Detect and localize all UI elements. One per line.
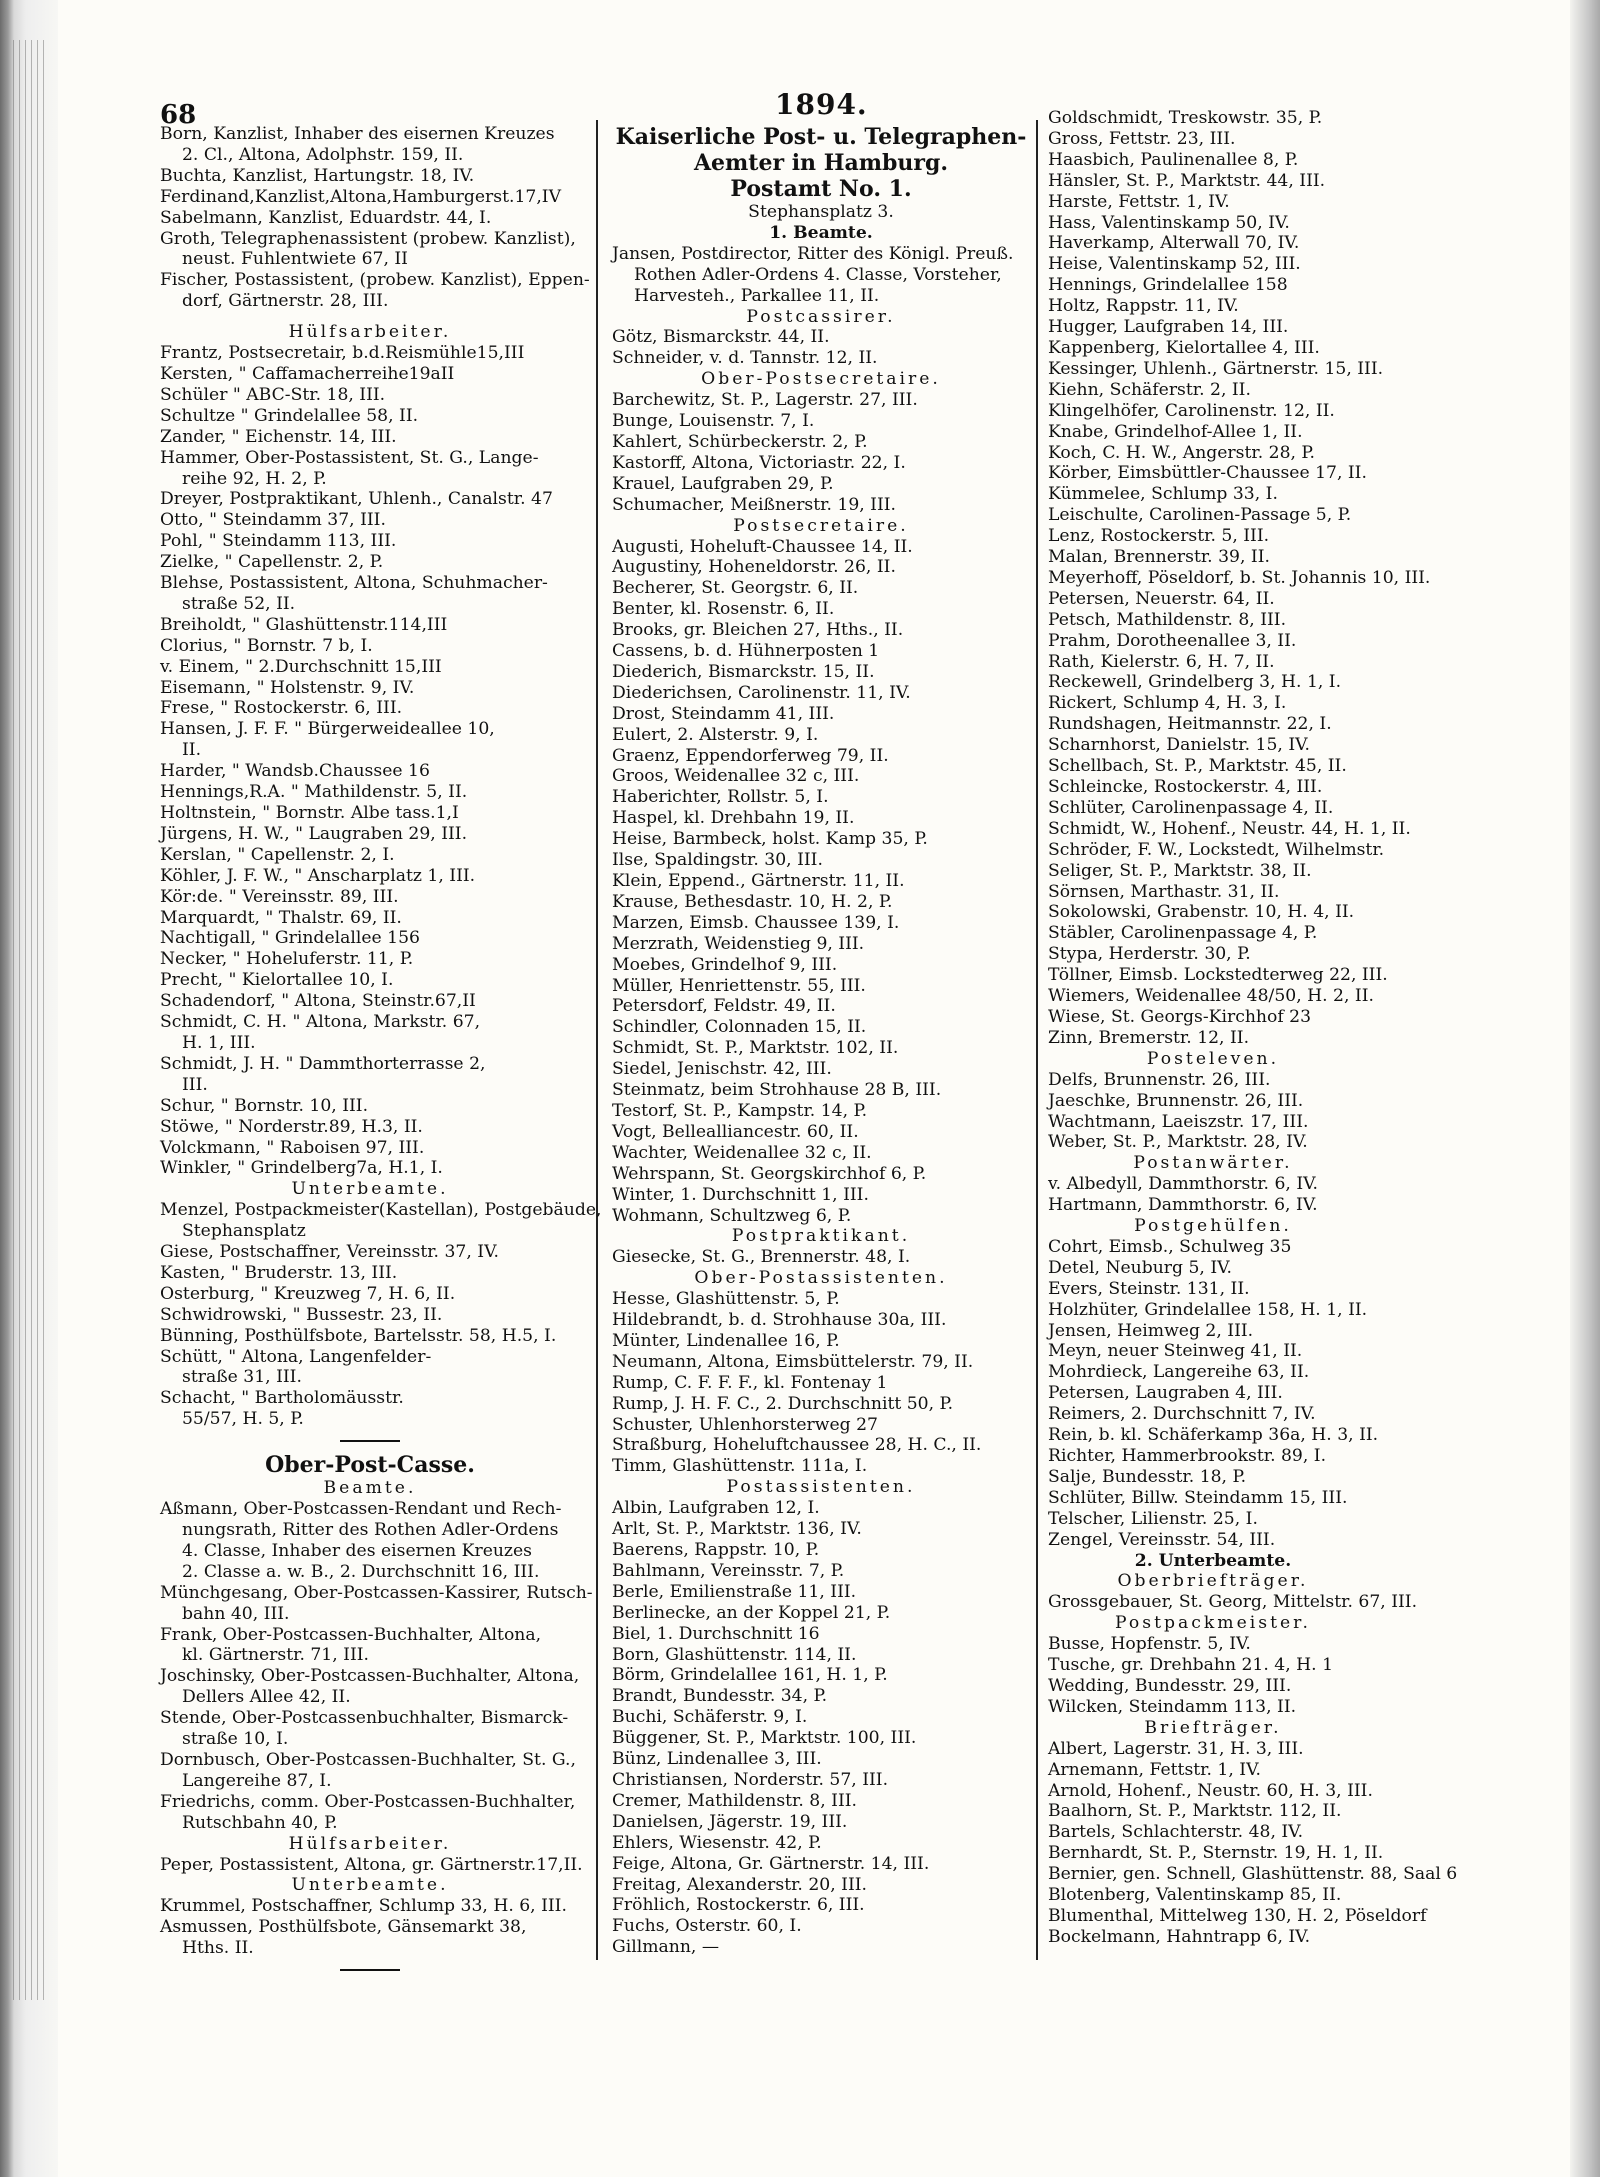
oberbrieftraeger-list <box>1048 1592 1418 1613</box>
postcassirer-list <box>612 327 1030 369</box>
list-line: Heise, Valentinskamp 52, III. <box>1048 254 1301 275</box>
ober-postsecretaire-heading: Ober-Postsecretaire. <box>701 369 941 390</box>
list-line: Frese, " Rostockerstr. 6, III. <box>160 698 403 719</box>
list-line: Danielsen, Jägerstr. 19, III. <box>612 1811 848 1832</box>
list-line: Augusti, Hoheluft-Chaussee 14, II. <box>612 536 913 557</box>
list-line: Börm, Grindelallee 161, H. 1, P. <box>612 1665 888 1686</box>
list-line: Hugger, Laufgraben 14, III. <box>1048 317 1289 338</box>
list-line: Bartels, Schlachterstr. 48, IV. <box>1048 1822 1304 1843</box>
list-line: Dreyer, Postpraktikant, Uhlenh., Canalstr. 47 <box>160 489 553 510</box>
list-line: Benter, kl. Rosenstr. 6, II. <box>612 599 835 620</box>
list-line: Petersen, Laugraben 4, III. <box>1048 1383 1283 1404</box>
list-line: Giese, Postschaffner, Vereinsstr. 37, IV. <box>160 1242 499 1263</box>
list-line: reihe 92, H. 2, P. <box>182 468 327 489</box>
list-line: Rath, Kielerstr. 6, H. 7, II. <box>1048 651 1275 672</box>
list-line: Holtnstein, " Bornstr. Albe tass.1,I <box>160 803 459 823</box>
list-line: bahn 40, III. <box>182 1603 290 1624</box>
list-line: Wiemers, Weidenallee 48/50, H. 2, II. <box>1048 986 1374 1007</box>
list-line: Reckewell, Grindelberg 3, H. 1, I. <box>1048 672 1342 693</box>
list-line: Fuchs, Osterstr. 60, I. <box>612 1916 802 1937</box>
list-line: Rothen Adler-Ordens 4. Classe, Vorsteher, <box>634 264 1002 285</box>
postassistenten-heading: Postassistenten. <box>726 1477 916 1498</box>
list-line: Clorius, " Bornstr. 7 b, I. <box>160 635 373 656</box>
list-line: Sörnsen, Marthastr. 31, II. <box>1048 881 1280 902</box>
unterbeamte-col3-heading: 2. Unterbeamte. <box>1134 1550 1292 1571</box>
list-line: Frantz, Postsecretair, b.d.Reismühle15,III <box>160 343 525 364</box>
list-line: Berlinecke, an der Koppel 21, P. <box>612 1602 891 1623</box>
brieftraeger-list <box>1048 1738 1458 1948</box>
list-line: Baalhorn, St. P., Marktstr. 112, II. <box>1048 1801 1342 1822</box>
director-list <box>612 244 1030 307</box>
postgehuelfen-list <box>1048 1237 1378 1551</box>
page-number: 68 <box>160 100 197 130</box>
list-line: Ferdinand,Kanzlist,Altona,Hamburgerst.17,IV <box>160 186 562 207</box>
posteleven-list <box>1048 1070 1378 1154</box>
beamte-subheading: 1. Beamte. <box>769 222 873 243</box>
column-3 <box>1048 108 1458 1948</box>
list-line: Straßburg, Hoheluftchaussee 28, H. C., II. <box>612 1435 982 1456</box>
list-line: Peper, Postassistent, Altona, gr. Gärtnerstr.17,II. <box>160 1854 583 1875</box>
list-line: Pohl, " Steindamm 113, III. <box>160 531 397 552</box>
list-line: Schröder, F. W., Lockstedt, Wilhelmstr. <box>1048 839 1385 860</box>
list-line: Cohrt, Eimsb., Schulweg 35 <box>1048 1236 1292 1257</box>
list-line: Krause, Bethesdastr. 10, H. 2, P. <box>612 891 893 912</box>
postsecretaire-heading: Postsecretaire. <box>733 515 909 536</box>
list-line: Arlt, St. P., Marktstr. 136, IV. <box>612 1519 862 1540</box>
column-2 <box>612 124 1030 1958</box>
list-line: Drost, Steindamm 41, III. <box>612 703 835 724</box>
list-line: Siedel, Jenischstr. 42, III. <box>612 1059 832 1080</box>
list-line: Sabelmann, Kanzlist, Eduardstr. 44, I. <box>160 207 492 228</box>
list-line: Asmussen, Posthülfsbote, Gänsemarkt 38, <box>160 1917 527 1938</box>
list-line: Osterburg, " Kreuzweg 7, H. 6, II. <box>160 1283 456 1304</box>
list-line: Malan, Brennerstr. 39, II. <box>1048 547 1270 568</box>
list-line: Christiansen, Norderstr. 57, III. <box>612 1769 889 1790</box>
list-line: Kümmelee, Schlump 33, I. <box>1048 484 1278 505</box>
ober-post-casse-heading: Ober-Post-Casse. <box>265 1452 475 1479</box>
column-1 <box>160 124 602 1981</box>
list-line: Ilse, Spaldingstr. 30, III. <box>612 850 823 871</box>
list-line: Petersen, Neuerstr. 64, II. <box>1048 588 1275 609</box>
list-line: Schellbach, St. P., Marktstr. 45, II. <box>1048 756 1347 777</box>
list-line: Zander, " Eichenstr. 14, III. <box>160 426 397 447</box>
list-line: Bernier, gen. Schnell, Glashüttenstr. 88, Saal 6 <box>1048 1864 1458 1885</box>
list-line: Schumacher, Meißnerstr. 19, III. <box>612 494 897 515</box>
beamte-list <box>160 1499 593 1834</box>
list-line: Langereihe 87, I. <box>182 1770 332 1791</box>
list-line: Kastorff, Altona, Victoriastr. 22, I. <box>612 452 906 473</box>
unterbeamte2-list <box>160 1896 580 1959</box>
list-line: Freitag, Alexanderstr. 20, III. <box>612 1874 867 1895</box>
ober-postassistenten-list <box>612 1289 1030 1477</box>
list-line: H. 1, III. <box>182 1032 256 1053</box>
list-line: Ehlers, Wiesenstr. 42, P. <box>612 1832 822 1853</box>
list-line: Schütt, " Altona, Langenfelder- <box>160 1346 432 1367</box>
hilfsarbeiter-list <box>160 343 580 1179</box>
list-line: Hildebrandt, b. d. Strohhause 30a, III. <box>612 1310 947 1331</box>
unterbeamte-heading: Unterbeamte. <box>291 1179 449 1200</box>
list-line: Schmidt, C. H. " Altona, Markstr. 67, <box>160 1012 481 1033</box>
right-page-edge <box>1570 0 1600 2177</box>
list-line: Hartmann, Dammthorstr. 6, IV. <box>1048 1195 1318 1216</box>
postpraktikant-list <box>612 1247 1030 1268</box>
list-line: Hänsler, St. P., Marktstr. 44, III. <box>1048 170 1326 191</box>
list-line: Münter, Lindenallee 16, P. <box>612 1330 840 1351</box>
list-line: Haverkamp, Alterwall 70, IV. <box>1048 233 1300 254</box>
list-line: Wachter, Weidenallee 32 c, II. <box>612 1142 872 1163</box>
list-line: Gross, Fettstr. 23, III. <box>1048 128 1236 149</box>
list-line: Kahlert, Schürbeckerstr. 2, P. <box>612 431 868 452</box>
list-line: Bünning, Posthülfsbote, Bartelsstr. 58, H.5, I. <box>160 1325 557 1346</box>
list-line: Zielke, " Capellenstr. 2, P. <box>160 552 384 573</box>
list-line: Arnemann, Fettstr. 1, IV. <box>1048 1759 1261 1780</box>
list-line: Stypa, Herderstr. 30, P. <box>1048 944 1251 965</box>
list-line: Cremer, Mathildenstr. 8, III. <box>612 1790 857 1811</box>
list-line: Krummel, Postschaffner, Schlump 33, H. 6, III. <box>160 1896 567 1917</box>
list-line: Vogt, Bellealliancestr. 60, II. <box>612 1121 859 1142</box>
list-line: Breiholdt, " Glashüttenstr.114,III <box>160 614 448 635</box>
list-line: Groos, Weidenallee 32 c, III. <box>612 766 860 787</box>
list-line: Schacht, " Bartholomäusstr. <box>160 1388 404 1409</box>
list-line: Götz, Bismarckstr. 44, II. <box>612 327 830 348</box>
list-line: Volckmann, " Raboisen 97, III. <box>160 1137 425 1158</box>
list-line: Tusche, gr. Drehbahn 21. 4, H. 1 <box>1048 1655 1334 1676</box>
list-line: Albin, Laufgraben 12, I. <box>612 1498 820 1519</box>
list-line: Dellers Allee 42, II. <box>182 1687 351 1708</box>
postgehuelfen-heading: Postgehülfen. <box>1134 1216 1292 1237</box>
list-line: Knabe, Grindelhof-Allee 1, II. <box>1048 421 1303 442</box>
list-line: Fröhlich, Rostockerstr. 6, III. <box>612 1895 865 1916</box>
list-line: Salje, Bundesstr. 18, P. <box>1048 1466 1247 1487</box>
postassistenten-list <box>612 1498 1030 1958</box>
list-line: Bünz, Lindenallee 3, III. <box>612 1749 822 1770</box>
list-line: Wehrspann, St. Georgskirchhof 6, P. <box>612 1163 927 1184</box>
list-line: Kersten, " Caffamacherreihe19aII <box>160 363 455 384</box>
list-line: Buchi, Schäferstr. 9, I. <box>612 1707 808 1728</box>
hilfsarbeiter2-list <box>160 1854 583 1876</box>
list-line: Testorf, St. P., Kampstr. 14, P. <box>612 1100 868 1121</box>
list-line: Menzel, Postpackmeister(Kastellan), Postgebäude, <box>160 1200 602 1221</box>
list-line: Grossgebauer, St. Georg, Mittelstr. 67, III. <box>1048 1592 1418 1613</box>
list-line: Heise, Barmbeck, holst. Kamp 35, P. <box>612 829 928 850</box>
list-line: Giesecke, St. G., Brennerstr. 48, I. <box>612 1247 911 1268</box>
list-line: Bockelmann, Hahntrapp 6, IV. <box>1048 1926 1311 1947</box>
list-line: Schur, " Bornstr. 10, III. <box>160 1095 369 1116</box>
list-line: Delfs, Brunnenstr. 26, III. <box>1048 1069 1271 1090</box>
list-line: Müller, Henriettenstr. 55, III. <box>612 975 866 996</box>
list-line: Holtz, Rappstr. 11, IV. <box>1048 296 1239 317</box>
col3-top-list <box>1048 108 1431 1049</box>
list-line: Eisemann, " Holstenstr. 9, IV. <box>160 677 415 698</box>
list-line: Rump, C. F. F. F., kl. Fontenay 1 <box>612 1372 888 1393</box>
list-line: Augustiny, Hoheneldorstr. 26, II. <box>612 557 896 578</box>
list-line: Stäbler, Carolinenpassage 4, P. <box>1048 923 1318 944</box>
list-line: Otto, " Steindamm 37, III. <box>160 510 386 531</box>
list-line: Jürgens, H. W., " Laugraben 29, III. <box>160 823 468 844</box>
unterbeamte-list <box>160 1200 602 1430</box>
list-line: Dornbusch, Ober-Postcassen-Buchhalter, St. G., <box>160 1749 576 1770</box>
postamt-address: Stephansplatz 3. <box>748 202 894 222</box>
list-line: Schultze " Grindelallee 58, II. <box>160 405 419 426</box>
list-line: Aßmann, Ober-Postcassen-Rendant und Rech- <box>160 1499 562 1520</box>
list-line: II. <box>182 740 202 761</box>
list-line: Petersdorf, Feldstr. 49, II. <box>612 996 836 1017</box>
kaiserliche-title-line2: Aemter in Hamburg. <box>693 150 949 176</box>
list-line: dorf, Gärtnerstr. 28, III. <box>182 291 389 312</box>
book-binding-edge <box>0 0 58 2177</box>
list-line: Kör:de. " Vereinsstr. 89, III. <box>160 886 399 907</box>
list-line: Hennings,R.A. " Mathildenstr. 5, II. <box>160 782 468 803</box>
beamte-heading: Beamte. <box>323 1478 417 1499</box>
list-line: Kappenberg, Kielortallee 4, III. <box>1048 337 1320 358</box>
postamt-heading: Postamt No. 1. <box>730 176 912 202</box>
list-line: Brandt, Bundesstr. 34, P. <box>612 1686 828 1707</box>
list-line: Schwidrowski, " Bussestr. 23, II. <box>160 1304 443 1325</box>
list-line: Fischer, Postassistent, (probew. Kanzlist), Eppen- <box>160 270 590 291</box>
list-line: III. <box>182 1074 208 1095</box>
list-line: Wiese, St. Georgs-Kirchhof 23 <box>1048 1006 1312 1027</box>
list-line: 55/57, H. 5, P. <box>182 1409 304 1430</box>
list-line: Büggener, St. P., Marktstr. 100, III. <box>612 1728 917 1749</box>
list-line: Harvesteh., Parkallee 11, II. <box>634 285 880 306</box>
list-line: Biel, 1. Durchschnitt 16 <box>612 1623 820 1644</box>
list-line: Haberichter, Rollstr. 5, I. <box>612 787 829 808</box>
list-line: Körber, Eimsbüttler-Chaussee 17, II. <box>1048 463 1367 484</box>
list-line: Schlüter, Billw. Steindamm 15, III. <box>1048 1487 1348 1508</box>
list-line: Harder, " Wandsb.Chaussee 16 <box>160 761 430 782</box>
list-line: Gillmann, — <box>612 1937 720 1958</box>
postpraktikant-heading: Postpraktikant. <box>731 1226 911 1247</box>
list-line: Detel, Neuburg 5, IV. <box>1048 1257 1233 1278</box>
list-line: Rutschbahn 40, P. <box>182 1812 338 1833</box>
list-line: Stende, Ober-Postcassenbuchhalter, Bismarck- <box>160 1708 569 1729</box>
list-line: straße 52, II. <box>182 593 296 614</box>
list-line: neust. Fuhlentwiete 67, II <box>182 249 408 270</box>
list-line: Albert, Lagerstr. 31, H. 3, III. <box>1048 1738 1304 1759</box>
list-line: Diederichsen, Carolinenstr. 11, IV. <box>612 682 911 703</box>
list-line: Haasbich, Paulinenallee 8, P. <box>1048 149 1299 170</box>
list-line: Evers, Steinstr. 131, II. <box>1048 1278 1250 1299</box>
list-line: Buchta, Kanzlist, Hartungstr. 18, IV. <box>160 165 475 186</box>
list-line: kl. Gärtnerstr. 71, III. <box>182 1645 370 1666</box>
list-line: Stöwe, " Norderstr.89, H.3, II. <box>160 1116 423 1137</box>
postsecretaire-list <box>612 537 1030 1227</box>
list-line: Münchgesang, Ober-Postcassen-Kassirer, Rutsch- <box>160 1582 593 1603</box>
list-line: Schüler " ABC-Str. 18, III. <box>160 384 386 405</box>
list-line: Hass, Valentinskamp 50, IV. <box>1048 212 1290 233</box>
list-line: Wachtmann, Laeiszstr. 17, III. <box>1048 1111 1309 1132</box>
binding-page-edges <box>8 40 48 2000</box>
list-line: Feige, Altona, Gr. Gärtnerstr. 14, III. <box>612 1853 930 1874</box>
postanwaerter-list <box>1048 1174 1378 1216</box>
list-line: Schadendorf, " Altona, Steinstr.67,II <box>160 991 476 1012</box>
list-line: Wilcken, Steindamm 113, II. <box>1048 1696 1297 1717</box>
column-separator-2 <box>1036 120 1038 1960</box>
list-line: Köhler, J. F. W., " Anscharplatz 1, III. <box>160 865 476 886</box>
hilfsarbeiter-heading: Hülfsarbeiter. <box>288 322 452 343</box>
list-line: Rundshagen, Heitmannstr. 22, I. <box>1048 714 1332 735</box>
list-line: Busse, Hopfenstr. 5, IV. <box>1048 1634 1251 1655</box>
list-line: Frank, Ober-Postcassen-Buchhalter, Altona, <box>160 1624 542 1645</box>
list-line: Precht, " Kielortallee 10, I. <box>160 970 394 991</box>
brieftraeger-heading: Briefträger. <box>1144 1717 1282 1738</box>
list-line: Meyn, neuer Steinweg 41, II. <box>1048 1341 1303 1362</box>
list-line: Graenz, Eppendorferweg 79, II. <box>612 745 889 766</box>
list-line: Born, Kanzlist, Inhaber des eisernen Kreuzes <box>160 124 555 144</box>
list-line: Richter, Hammerbrookstr. 89, I. <box>1048 1446 1327 1466</box>
posteleven-heading: Posteleven. <box>1146 1048 1280 1069</box>
list-line: Mohrdieck, Langereihe 63, II. <box>1048 1362 1310 1383</box>
list-line: Joschinsky, Ober-Postcassen-Buchhalter, Altona, <box>160 1666 580 1687</box>
list-line: Leischulte, Carolinen-Passage 5, P. <box>1048 505 1352 526</box>
list-line: Neumann, Altona, Eimsbüttelerstr. 79, II. <box>612 1351 974 1372</box>
list-line: Zinn, Bremerstr. 12, II. <box>1048 1027 1250 1048</box>
page-year: 1894. <box>775 88 868 121</box>
list-line: Moebes, Grindelhof 9, III. <box>612 954 838 975</box>
list-line: Koch, C. H. W., Angerstr. 28, P. <box>1048 442 1315 463</box>
list-line: Blehse, Postassistent, Altona, Schuhmacher- <box>160 573 548 594</box>
list-line: Eulert, 2. Alsterstr. 9, I. <box>612 724 819 745</box>
list-line: Meyerhoff, Pöseldorf, b. St. Johannis 10, III. <box>1048 567 1431 588</box>
list-line: Steinmatz, beim Strohhause 28 B, III. <box>612 1080 942 1101</box>
list-line: Schlüter, Carolinenpassage 4, II. <box>1048 797 1334 818</box>
list-line: Hansen, J. F. F. " Bürgerweideallee 10, <box>160 719 495 740</box>
list-line: Holzhüter, Grindelallee 158, H. 1, II. <box>1048 1299 1368 1320</box>
list-line: Marzen, Eimsb. Chaussee 139, I. <box>612 912 900 933</box>
list-line: Seliger, St. P., Marktstr. 38, II. <box>1048 860 1312 881</box>
postpackmeister-heading: Postpackmeister. <box>1115 1613 1311 1634</box>
postanwaerter-heading: Postanwärter. <box>1133 1153 1293 1174</box>
list-line: Hesse, Glashüttenstr. 5, P. <box>612 1289 840 1310</box>
list-line: Jansen, Postdirector, Ritter des Königl. Preuß. <box>612 243 1014 264</box>
list-line: Kiehn, Schäferstr. 2, II. <box>1048 379 1251 400</box>
list-line: Reimers, 2. Durchschnitt 7, IV. <box>1048 1404 1316 1425</box>
list-line: Sokolowski, Grabenstr. 10, H. 4, II. <box>1048 902 1355 923</box>
list-line: Jaeschke, Brunnenstr. 26, III. <box>1048 1090 1304 1111</box>
list-line: Hennings, Grindelallee 158 <box>1048 275 1288 296</box>
list-line: 2. Cl., Altona, Adolphstr. 159, II. <box>182 144 464 165</box>
ober-postsecretaire-list <box>612 390 1030 515</box>
list-line: Schuster, Uhlenhorsterweg 27 <box>612 1414 878 1435</box>
list-line: Harste, Fettstr. 1, IV. <box>1048 191 1230 212</box>
list-line: Prahm, Dorotheenallee 3, II. <box>1048 630 1297 651</box>
unterbeamte2-heading: Unterbeamte. <box>291 1875 449 1896</box>
list-line: Winkler, " Grindelberg7a, H.1, I. <box>160 1158 443 1179</box>
list-line: Arnold, Hohenf., Neustr. 60, H. 3, III. <box>1048 1780 1373 1801</box>
list-line: Kasten, " Bruderstr. 13, III. <box>160 1262 398 1283</box>
list-line: Berle, Emilienstraße 11, III. <box>612 1581 857 1602</box>
list-line: Scharnhorst, Danielstr. 15, IV. <box>1048 735 1310 756</box>
list-line: Marquardt, " Thalstr. 69, II. <box>160 907 402 928</box>
list-line: Rump, J. H. F. C., 2. Durchschnitt 50, P. <box>612 1393 954 1414</box>
list-line: nungsrath, Ritter des Rothen Adler-Ordens <box>182 1520 559 1540</box>
list-line: Schindler, Colonnaden 15, II. <box>612 1017 867 1038</box>
list-line: Weber, St. P., Marktstr. 28, IV. <box>1048 1132 1308 1153</box>
list-line: Goldschmidt, Treskowstr. 35, P. <box>1048 108 1323 128</box>
list-line: straße 10, I. <box>182 1729 289 1750</box>
list-line: Krauel, Laufgraben 29, P. <box>612 473 834 494</box>
list-line: Bunge, Louisenstr. 7, I. <box>612 411 815 432</box>
list-line: Schmidt, W., Hohenf., Neustr. 44, H. 1, II. <box>1048 818 1411 839</box>
list-line: Barchewitz, St. P., Lagerstr. 27, III. <box>612 390 918 411</box>
list-line: Jensen, Heimweg 2, III. <box>1048 1320 1254 1341</box>
postcassirer-heading: Postcassirer. <box>746 306 896 327</box>
list-line: Necker, " Hoheluferstr. 11, P. <box>160 949 414 970</box>
list-line: Bahlmann, Vereinsstr. 7, P. <box>612 1560 845 1581</box>
list-line: Schmidt, St. P., Marktstr. 102, II. <box>612 1038 899 1059</box>
list-line: Hths. II. <box>182 1938 254 1959</box>
list-line: Diederich, Bismarckstr. 15, II. <box>612 661 875 682</box>
list-line: Nachtigall, " Grindelallee 156 <box>160 928 420 949</box>
col1-intro-list <box>160 124 590 312</box>
list-line: v. Einem, " 2.Durchschnitt 15,III <box>160 656 442 677</box>
list-line: 2. Classe a. w. B., 2. Durchschnitt 16, III. <box>182 1561 540 1582</box>
column-separator-1 <box>596 120 598 1960</box>
list-line: Schmidt, J. H. " Dammthorterrasse 2, <box>160 1053 486 1074</box>
list-line: v. Albedyll, Dammthorstr. 6, IV. <box>1048 1174 1318 1195</box>
list-line: Winter, 1. Durchschnitt 1, III. <box>612 1184 869 1205</box>
list-line: Lenz, Rostockerstr. 5, III. <box>1048 526 1270 547</box>
list-line: Schleincke, Rostockerstr. 4, III. <box>1048 777 1323 797</box>
oberbrieftraeger-heading: Oberbriefträger. <box>1117 1571 1309 1592</box>
list-line: Blotenberg, Valentinskamp 85, II. <box>1048 1885 1342 1906</box>
postpackmeister-list <box>1048 1634 1378 1718</box>
list-line: Hammer, Ober-Postassistent, St. G., Lange- <box>160 447 539 468</box>
list-line: straße 31, III. <box>182 1367 302 1388</box>
list-line: Merzrath, Weidenstieg 9, III. <box>612 933 865 954</box>
ober-postassistenten-heading: Ober-Postassistenten. <box>694 1268 948 1289</box>
list-line: Bernhardt, St. P., Sternstr. 19, H. 1, II. <box>1048 1843 1384 1864</box>
list-line: Klingelhöfer, Carolinenstr. 12, II. <box>1048 400 1335 421</box>
list-line: Stephansplatz <box>182 1221 306 1242</box>
list-line: Telscher, Lilienstr. 25, I. <box>1048 1508 1258 1529</box>
list-line: Baerens, Rappstr. 10, P. <box>612 1540 820 1560</box>
list-line: Timm, Glashüttenstr. 111a, I. <box>612 1456 868 1477</box>
list-line: Wohmann, Schultzweg 6, P. <box>612 1205 852 1226</box>
list-line: Becherer, St. Georgstr. 6, II. <box>612 578 859 599</box>
list-line: Petsch, Mathildenstr. 8, III. <box>1048 609 1287 630</box>
list-line: Blumenthal, Mittelweg 130, H. 2, Pöseldorf <box>1048 1905 1427 1926</box>
list-line: Wedding, Bundesstr. 29, III. <box>1048 1675 1292 1696</box>
list-line: Groth, Telegraphenassistent (probew. Kanzlist), <box>160 228 576 249</box>
list-line: Rickert, Schlump 4, H. 3, I. <box>1048 693 1287 714</box>
end-rule <box>340 1969 400 1971</box>
list-line: Brooks, gr. Bleichen 27, Hths., II. <box>612 620 904 641</box>
list-line: Born, Glashüttenstr. 114, II. <box>612 1644 857 1665</box>
hilfsarbeiter2-heading: Hülfsarbeiter. <box>288 1833 452 1854</box>
section-rule <box>340 1440 400 1442</box>
kaiserliche-title-line1: Kaiserliche Post- u. Telegraphen- <box>615 124 1027 150</box>
list-line: Cassens, b. d. Hühnerposten 1 <box>612 641 880 662</box>
list-line: Töllner, Eimsb. Lockstedterweg 22, III. <box>1048 965 1388 986</box>
list-line: Kessinger, Uhlenh., Gärtnerstr. 15, III. <box>1048 358 1384 379</box>
list-line: 4. Classe, Inhaber des eisernen Kreuzes <box>182 1540 532 1561</box>
list-line: Schneider, v. d. Tannstr. 12, II. <box>612 348 878 369</box>
list-line: Friedrichs, comm. Ober-Postcassen-Buchhalter, <box>160 1791 576 1812</box>
list-line: Zengel, Vereinsstr. 54, III. <box>1048 1529 1276 1550</box>
list-line: Haspel, kl. Drehbahn 19, II. <box>612 808 855 829</box>
list-line: Rein, b. kl. Schäferkamp 36a, H. 3, II. <box>1048 1425 1379 1446</box>
list-line: Klein, Eppend., Gärtnerstr. 11, II. <box>612 871 905 891</box>
list-line: Kerslan, " Capellenstr. 2, I. <box>160 844 395 865</box>
